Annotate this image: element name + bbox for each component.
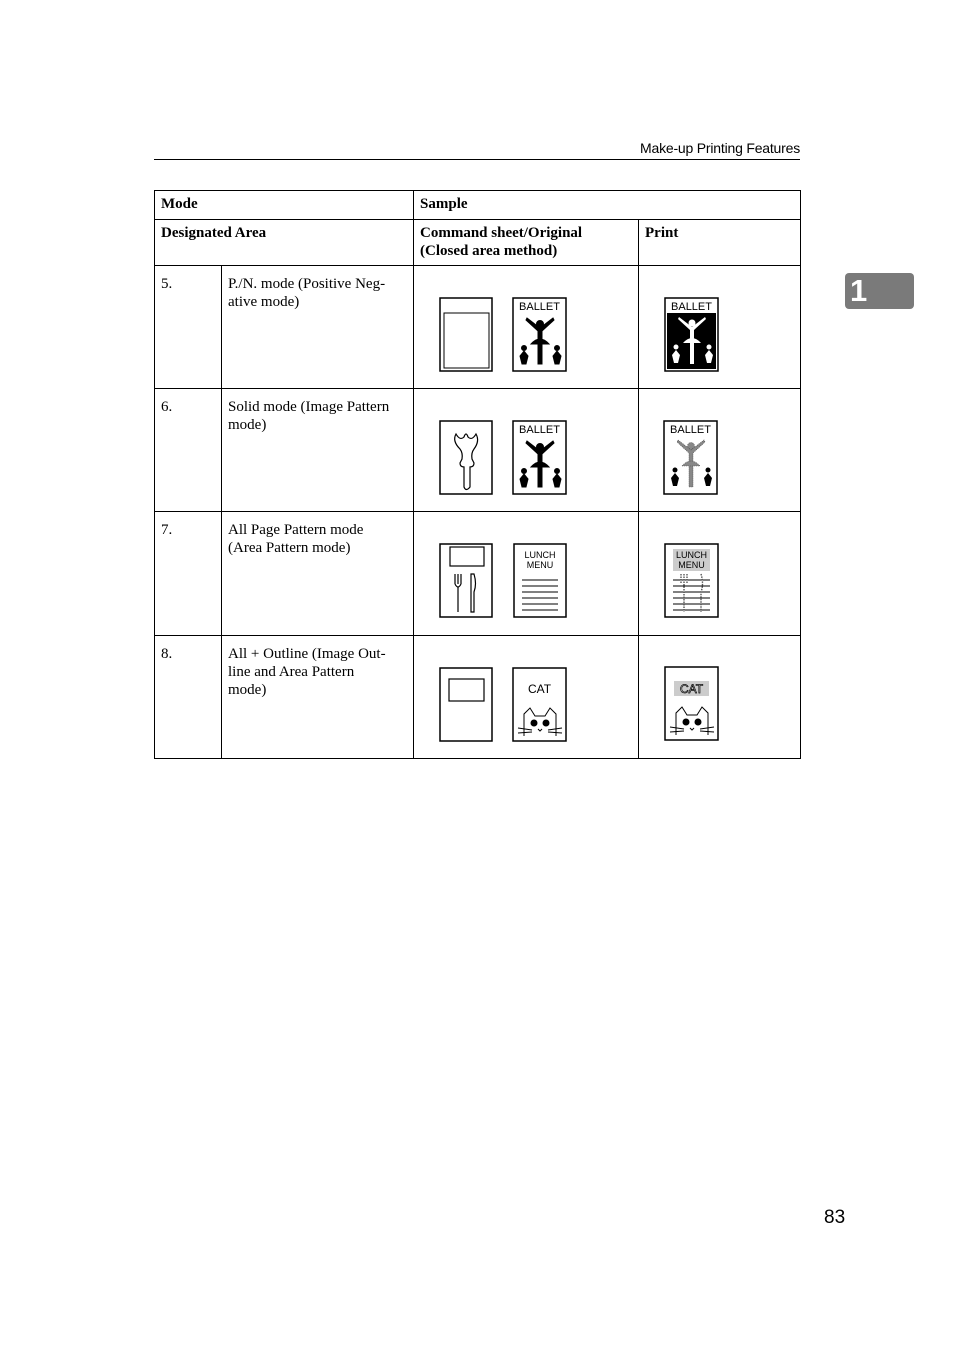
table-row [155, 266, 801, 389]
desc-line: mode) [228, 417, 267, 433]
command-sample-cell [414, 266, 639, 389]
command-sample-cell [414, 636, 639, 759]
chapter-tab [845, 273, 914, 309]
print-sample-cell [639, 389, 801, 512]
command-sample-illustration [414, 512, 639, 636]
desc-line: (Area Pattern mode) [228, 540, 351, 556]
header-print: Print [639, 220, 801, 266]
command-sheet-icon [440, 421, 492, 494]
row-description [222, 636, 414, 759]
row-description [222, 389, 414, 512]
mode-table [154, 190, 801, 759]
section-title: Make-up Printing Features [640, 140, 800, 156]
command-sample-illustration [414, 636, 639, 759]
print-sample-cell [639, 266, 801, 389]
table-subheader-row [155, 220, 801, 266]
desc-line: All Page Pattern mode [228, 522, 364, 538]
original-label: CAT [527, 682, 552, 696]
header-sample: Sample [414, 191, 801, 220]
desc-line: mode) [228, 682, 267, 698]
row-number: 6. [155, 389, 222, 512]
original-label-line1: LUNCH [524, 550, 556, 560]
print-label-line2: MENU [678, 560, 705, 570]
print-label: BALLET [671, 301, 712, 313]
print-sample-cell [639, 512, 801, 636]
row-description [222, 512, 414, 636]
command-sample-cell [414, 389, 639, 512]
original-label: BALLET [519, 424, 560, 436]
header-command-line2: (Closed area method) [420, 243, 558, 259]
command-sample-illustration [414, 389, 639, 512]
print-sample-illustration [639, 266, 801, 389]
table-row [155, 512, 801, 636]
print-sample-illustration [639, 389, 801, 512]
print-sample-illustration [639, 512, 801, 636]
command-sample-cell [414, 512, 639, 636]
print-sample-cell [639, 636, 801, 759]
print-label: BALLET [670, 424, 711, 436]
header-designated-area: Designated Area [155, 220, 414, 266]
chapter-number: 1 [850, 273, 868, 308]
print-label-line1: LUNCH [676, 550, 708, 560]
original-label-line2: MENU [526, 560, 554, 570]
command-sample-illustration [414, 266, 639, 389]
row-number: 5. [155, 266, 222, 389]
header-command-sheet [414, 220, 639, 266]
row-description [222, 266, 414, 389]
table-row [155, 389, 801, 512]
desc-line: P./N. mode (Positive Neg- [228, 276, 386, 292]
page-number: 83 [824, 1207, 846, 1228]
row-number: 7. [155, 512, 222, 636]
desc-line: Solid mode (Image Pattern [228, 399, 390, 415]
desc-line: line and Area Pattern [228, 664, 355, 680]
running-head [154, 138, 800, 160]
command-sheet-icon [440, 298, 492, 371]
desc-line: ative mode) [228, 294, 300, 310]
desc-line: All + Outline (Image Out- [228, 646, 386, 662]
original-label: BALLET [519, 301, 560, 313]
print-label: CAT [679, 682, 704, 696]
table-header-row [155, 191, 801, 220]
header-command-line1: Command sheet/Original [420, 225, 583, 241]
print-sample-illustration [639, 636, 801, 759]
table-row [155, 636, 801, 759]
row-number: 8. [155, 636, 222, 759]
header-mode: Mode [155, 191, 414, 220]
